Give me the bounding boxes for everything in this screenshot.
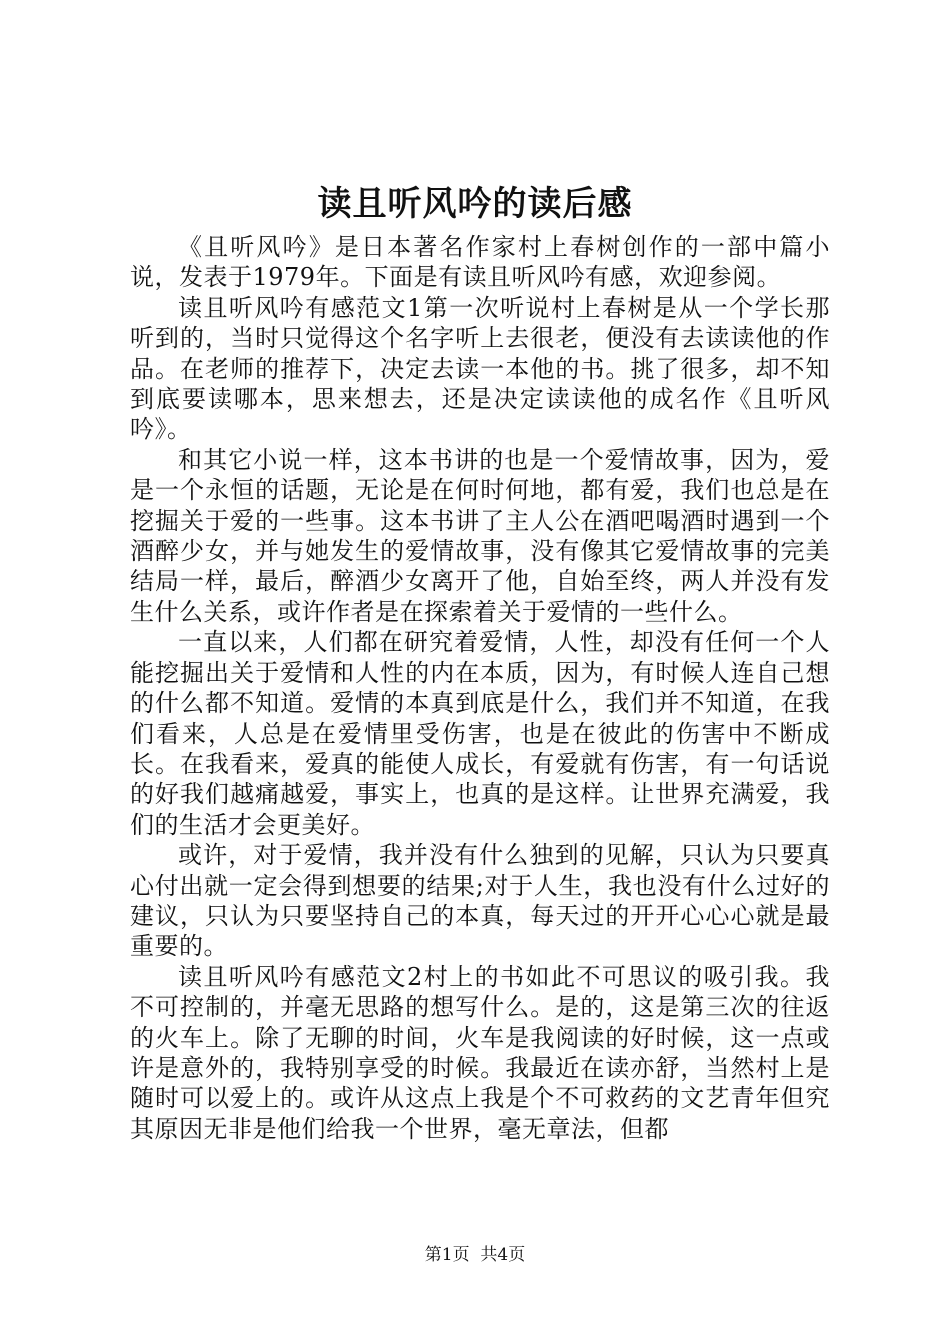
document-title: 读且听风吟的读后感 (317, 184, 633, 224)
paragraph-2: 读且听风吟有感范文1第一次听说村上春树是从一个学长那听到的，当时只觉得这个名字听上去很老，便没有去读读他的作品。在老师的推荐下，决定去读一本他的书。挑了很多，却不知到底要读哪本，思来想去，还是决定读读他的成名作《且听风吟》。 (130, 293, 830, 444)
paragraph-1: 《且听风吟》是日本著名作家村上春树创作的一部中篇小说，发表于1979年。下面是有读且听风吟有感，欢迎参阅。 (130, 233, 830, 292)
page-footer: 第1页 共4页 (424, 1245, 526, 1265)
paragraph-6: 读且听风吟有感范文2村上的书如此不可思议的吸引我。我不可控制的，并毫无思路的想写什么。是的，这是第三次的往返的火车上。除了无聊的时间，火车是我阅读的好时候，这一点或许是意外的，我特别享受的时候。我最近在读亦舒，当然村上是随时可以爱上的。或许从这点上我是个不可救药的文艺青年但究其原因无非是他们给我一个世界，毫无章法，但都 (130, 962, 830, 1143)
paragraph-3: 和其它小说一样，这本书讲的也是一个爱情故事，因为，爱是一个永恒的话题，无论是在何时何地，都有爱，我们也总是在挖掘关于爱的一些事。这本书讲了主人公在酒吧喝酒时遇到一个酒醉少女，并与她发生的爱情故事，没有像其它爱情故事的完美结局一样，最后，醉酒少女离开了他，自始至终，两人并没有发生什么关系，或许作者是在探索着关于爱情的一些什么。 (130, 445, 830, 626)
paragraph-4: 一直以来，人们都在研究着爱情，人性，却没有任何一个人能挖掘出关于爱情和人性的内在本质，因为，有时候人连自己想的什么都不知道。爱情的本真到底是什么，我们并不知道，在我们看来，人总是在爱情里受伤害，也是在彼此的伤害中不断成长。在我看来，爱真的能使人成长，有爱就有伤害，有一句话说的好我们越痛越爱，事实上，也真的是这样。让世界充满爱，我们的生活才会更美好。 (130, 628, 830, 839)
document-body (130, 232, 830, 1144)
paragraph-5: 或许，对于爱情，我并没有什么独到的见解，只认为只要真心付出就一定会得到想要的结果;对于人生，我也没有什么过好的建议，只认为只要坚持自己的本真，每天过的开开心心心就是最重要的。 (130, 841, 830, 961)
